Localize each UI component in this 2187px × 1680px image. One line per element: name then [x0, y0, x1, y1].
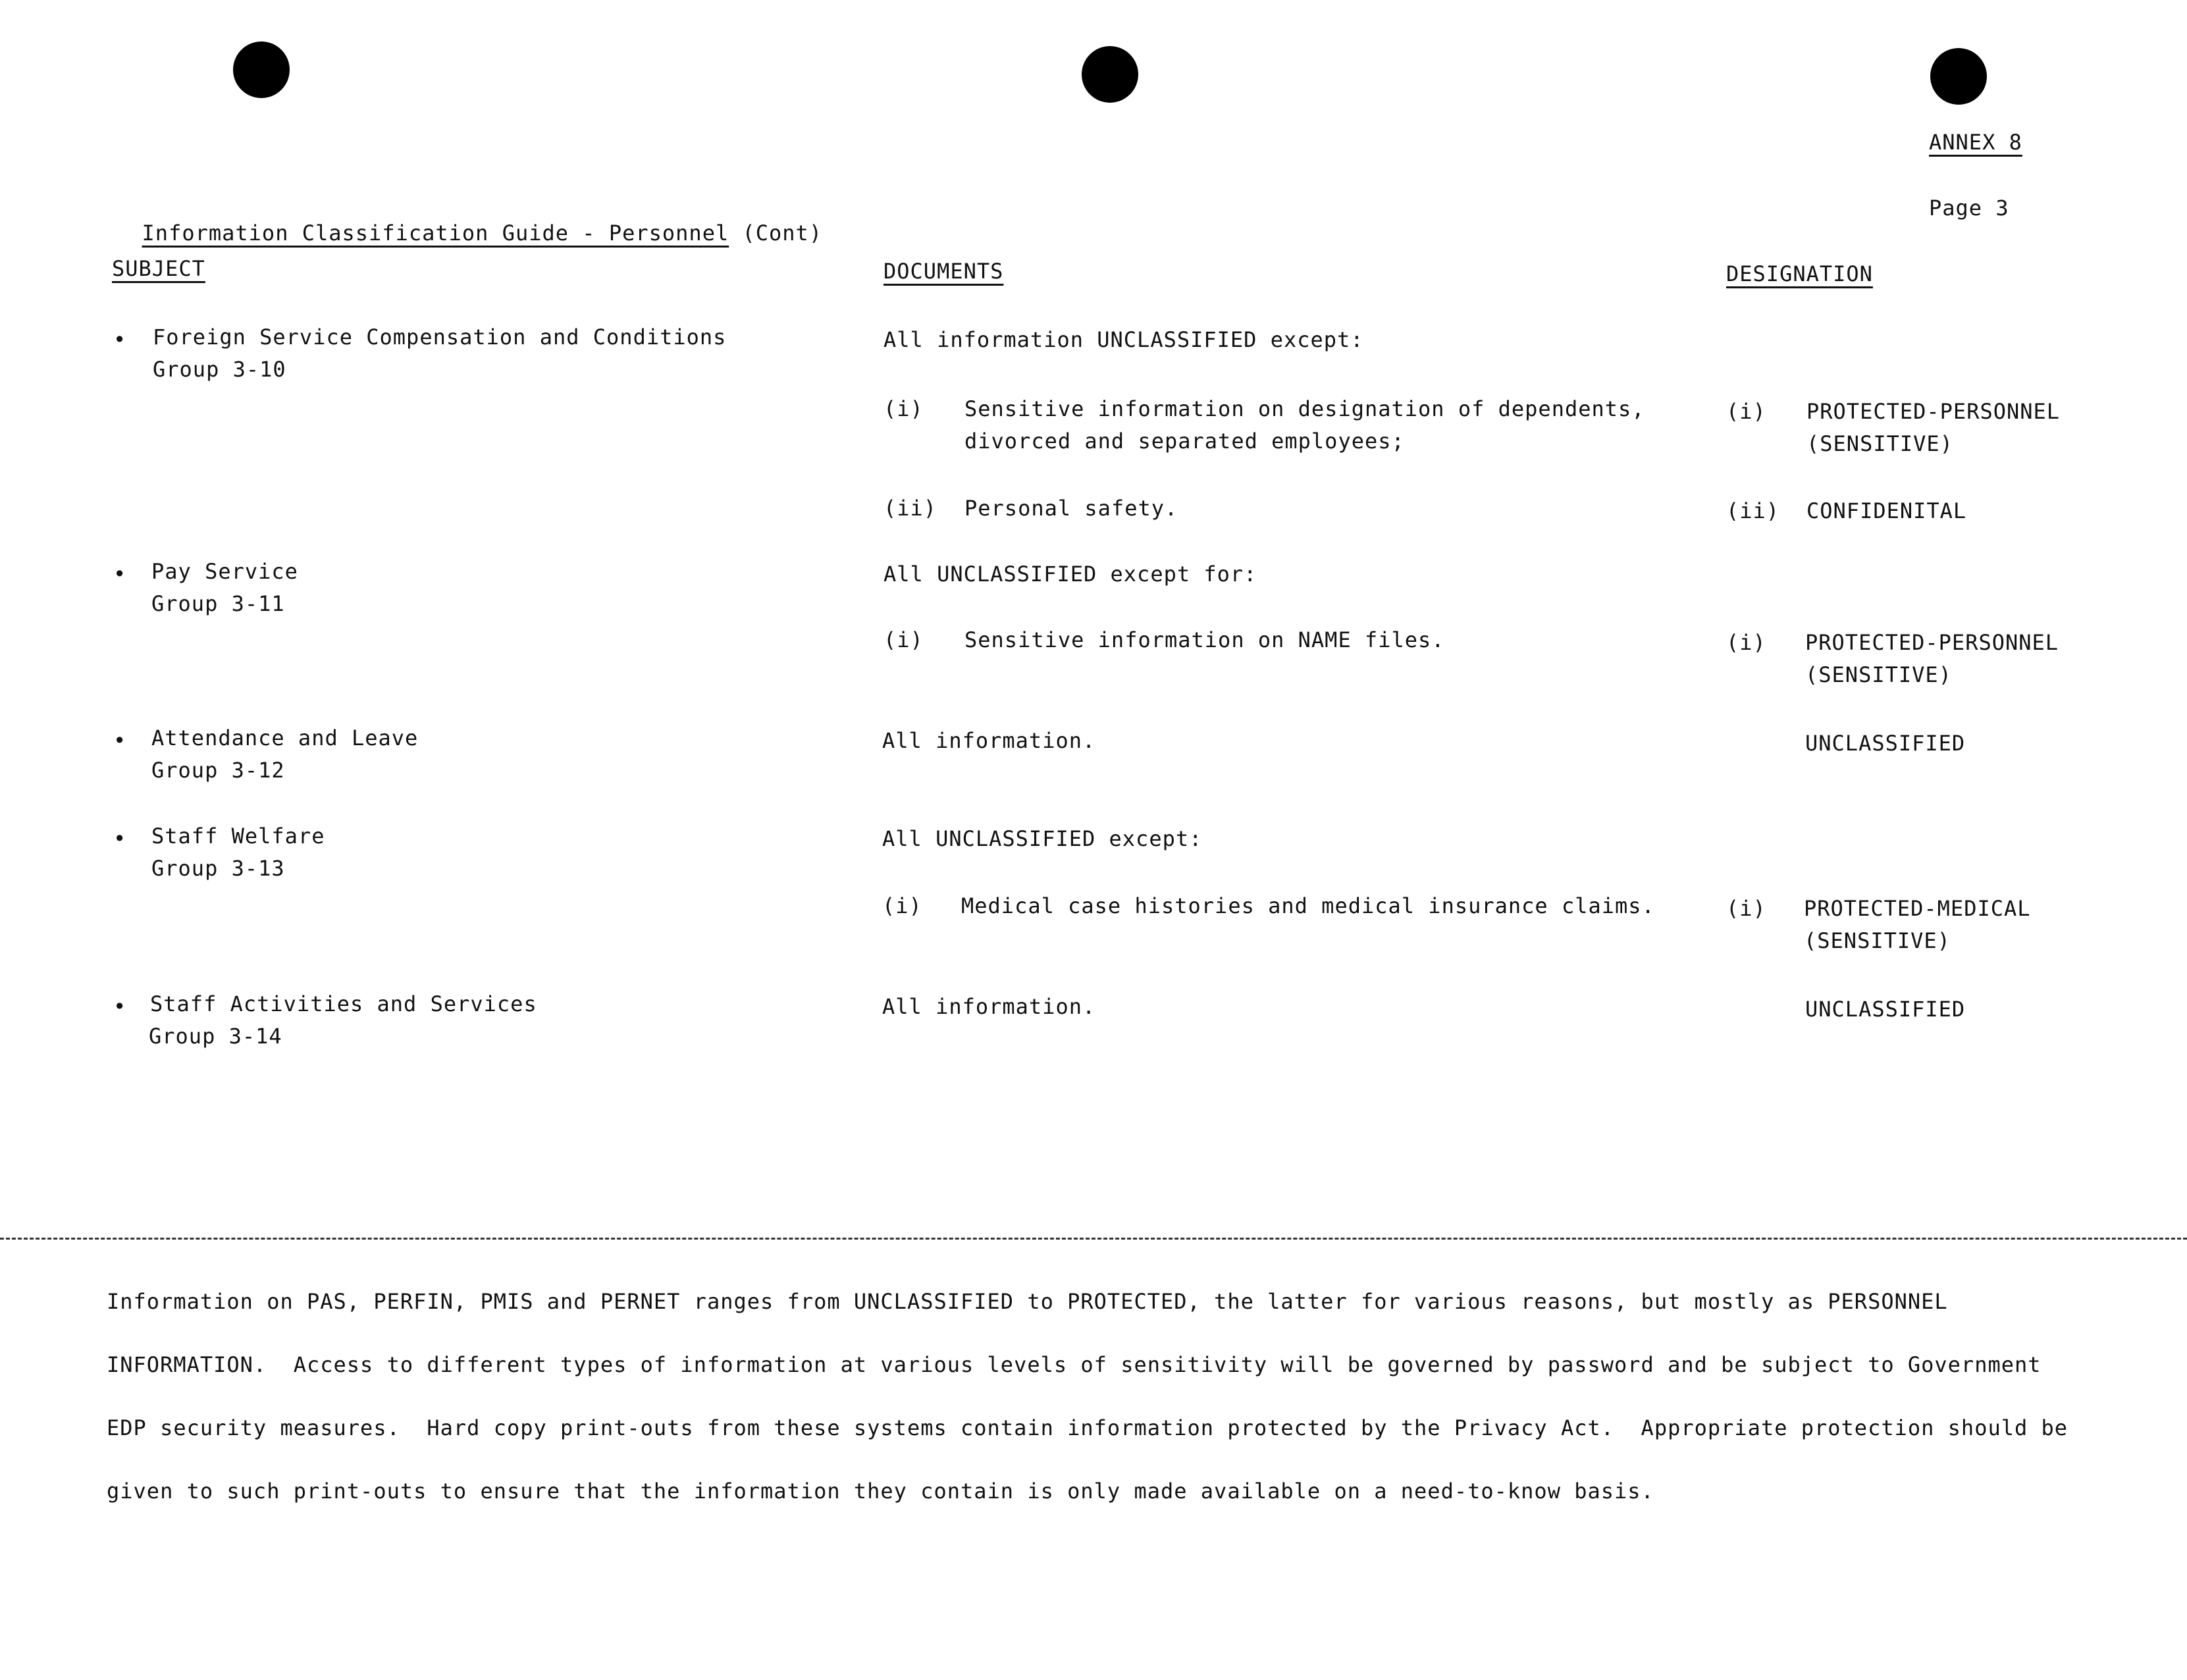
punch-hole-right [1930, 48, 1987, 105]
column-header-subject: SUBJECT [112, 256, 205, 281]
designation-value: (SENSITIVE) [1804, 928, 1951, 953]
designation-value: UNCLASSIFIED [1805, 997, 1966, 1022]
footnote-line: INFORMATION. Access to different types of information at various levels of sensitivity will be governed by password and be subject to Government [107, 1352, 2042, 1377]
title-main: Information Classification Guide - Personnel [142, 221, 729, 246]
footnote-line: Information on PAS, PERFIN, PMIS and PERNET ranges from UNCLASSIFIED to PROTECTED, the latter for various reasons, but mostly as PERSONNEL [107, 1289, 1948, 1314]
column-header-documents: DOCUMENTS [883, 259, 1004, 284]
item-number: (i) [883, 396, 924, 421]
footnote-line: EDP security measures. Hard copy print-outs from these systems contain information protected by the Privacy Act. Appropriate protection should be [107, 1415, 2068, 1440]
title-suffix: (Cont) [742, 221, 823, 246]
subject-group: Group 3-10 [153, 357, 286, 382]
item-text-line: Personal safety. [964, 496, 1178, 521]
designation-value: CONFIDENITAL [1806, 498, 1967, 523]
designation-value: UNCLASSIFIED [1805, 731, 1966, 756]
subject-title: Staff Activities and Services [150, 991, 537, 1016]
subject-title: Attendance and Leave [151, 725, 419, 750]
item-text-line: Medical case histories and medical insurance claims. [961, 893, 1655, 918]
subject-title: Pay Service [151, 559, 298, 584]
designation-value: PROTECTED-PERSONNEL [1805, 630, 2059, 655]
designation-value: PROTECTED-PERSONNEL [1806, 399, 2061, 424]
designation-number: (i) [1726, 896, 1766, 921]
page-title [115, 186, 822, 249]
subject-title: Staff Welfare [151, 824, 325, 849]
punch-hole-center [1082, 46, 1138, 103]
documents-intro: All UNCLASSIFIED except: [882, 826, 1203, 851]
item-text-line: divorced and separated employees; [964, 429, 1405, 454]
subject-group: Group 3-11 [151, 591, 285, 616]
designation-value: (SENSITIVE) [1806, 431, 1953, 456]
footnote [107, 1254, 2082, 1538]
subject-bullet: • [113, 826, 127, 851]
designation-value: PROTECTED-MEDICAL [1804, 896, 2031, 921]
punch-hole-left [233, 41, 290, 98]
documents-intro: All information. [882, 994, 1096, 1019]
designation-value: (SENSITIVE) [1805, 662, 1952, 687]
subject-bullet: • [113, 728, 127, 753]
item-text-line: Sensitive information on designation of dependents, [964, 396, 1645, 421]
footnote-line: given to such print-outs to ensure that the information they contain is only made available on a need-to-know basis. [107, 1479, 1654, 1504]
subject-group: Group 3-14 [149, 1024, 282, 1049]
documents-intro: All information. [882, 728, 1096, 753]
item-number: (i) [882, 893, 922, 918]
designation-number: (i) [1726, 630, 1766, 655]
annex-label: ANNEX 8 [1929, 130, 2022, 155]
item-number: (ii) [883, 496, 937, 521]
documents-intro: All information UNCLASSIFIED except: [883, 327, 1364, 352]
subject-bullet: • [113, 562, 127, 587]
subject-group: Group 3-12 [151, 758, 285, 783]
designation-number: (i) [1726, 399, 1766, 424]
documents-intro: All UNCLASSIFIED except for: [883, 562, 1257, 587]
subject-bullet: • [113, 994, 127, 1019]
designation-number: (ii) [1726, 498, 1780, 523]
item-number: (i) [883, 627, 924, 652]
subject-bullet: • [113, 327, 127, 352]
item-text-line: Sensitive information on NAME files. [964, 627, 1445, 652]
subject-group: Group 3-13 [151, 856, 285, 881]
column-header-designation: DESIGNATION [1726, 261, 1873, 286]
separator-rule [0, 1238, 2187, 1240]
page-number: Page 3 [1929, 196, 2009, 221]
subject-title: Foreign Service Compensation and Conditions [153, 325, 727, 350]
